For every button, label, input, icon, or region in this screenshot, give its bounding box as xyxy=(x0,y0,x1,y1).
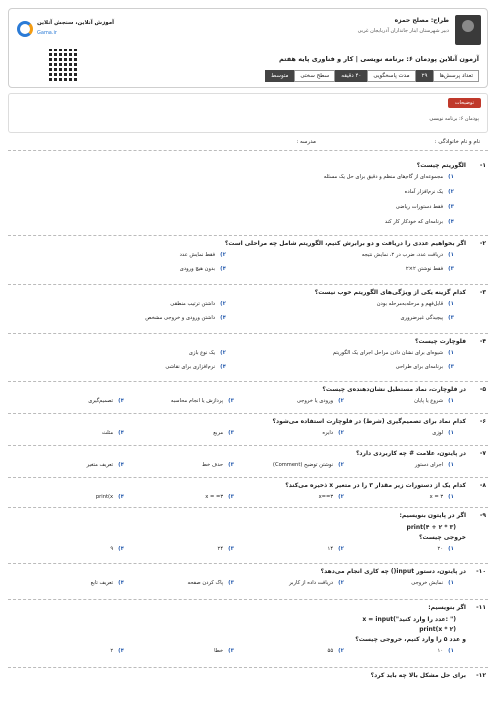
option-number: ۴) xyxy=(118,580,124,586)
option-text: تصمیم‌گیری xyxy=(88,398,114,404)
answer-option[interactable] xyxy=(328,648,344,654)
answer-option[interactable] xyxy=(165,364,226,370)
question-text: اگر در پایتون بنویسیم: xyxy=(399,512,466,519)
designer-school: دبیر شهرستان اینار جانداران آذربایجان غربی xyxy=(357,28,449,34)
option-text: پاک کردن صفحه xyxy=(187,580,224,586)
answer-option[interactable] xyxy=(333,350,454,356)
answer-option[interactable] xyxy=(377,301,454,307)
option-text: ۵۵ xyxy=(327,648,334,654)
answer-option[interactable] xyxy=(180,252,226,258)
meta-label: سطح سختی xyxy=(294,70,335,82)
option-text: داشتن ترتیب منطقی xyxy=(170,301,216,307)
answer-option[interactable] xyxy=(102,430,124,436)
answer-option[interactable] xyxy=(170,301,226,307)
divider xyxy=(8,445,488,446)
option-number: ۲) xyxy=(338,430,344,436)
option-text: شیوه‌ای برای نشان دادن مراحل اجرای یک الگوریتم xyxy=(332,350,444,356)
option-text: ورودی یا خروجی xyxy=(296,398,334,404)
option-text: ۱۴ xyxy=(327,546,334,552)
meta-label: مدت پاسخگویی xyxy=(367,70,415,82)
question-number: ۱۲- xyxy=(476,672,486,679)
option-text: شروع یا پایان xyxy=(414,398,444,404)
answer-option[interactable] xyxy=(414,398,454,404)
answer-option[interactable] xyxy=(202,462,234,468)
option-number: ۳) xyxy=(448,204,454,210)
option-number: ۲) xyxy=(220,301,226,307)
answer-option[interactable] xyxy=(415,462,454,468)
option-number: ۱) xyxy=(448,430,454,436)
question-text: برای حل مشکل بالا چه باید کرد؟ xyxy=(370,672,466,679)
meta-value: ۴۰ دقیقه xyxy=(335,70,367,82)
option-number: ۴) xyxy=(448,219,454,225)
question-number: ۱۰- xyxy=(476,568,486,575)
question-text: در فلوچارت، نماد مستطیل نشان‌دهنده‌ی چیست؟ xyxy=(322,386,466,393)
question-number: ۳- xyxy=(479,289,486,296)
option-text: دایره xyxy=(322,430,334,436)
option-text: x = =۳ xyxy=(205,494,224,500)
question-text: اگر بخواهیم عددی را دریافت و دو برابرش کنیم، الگوریتم شامل چه مراحلی است؟ xyxy=(224,240,466,247)
option-number: ۲) xyxy=(220,252,226,258)
question-number: ۶- xyxy=(479,418,486,425)
option-text: نوشتن توضیح (Comment) xyxy=(272,462,334,468)
question-followup: و عدد ۵ را وارد کنیم، خروجی چیست؟ xyxy=(355,636,466,643)
code-line: x = input("عدد را وارد کنید: ") xyxy=(362,616,456,623)
question-number: ۷- xyxy=(479,450,486,457)
question-text: در پایتون، علامت # چه کاربردی دارد؟ xyxy=(355,450,466,457)
answer-option[interactable] xyxy=(396,364,454,370)
logo-tagline: آموزش آنلاین، سنجش آنلاین xyxy=(37,20,115,26)
question-text: اگر بنویسیم: xyxy=(428,604,466,611)
question-number: ۹- xyxy=(479,512,486,519)
answer-option[interactable] xyxy=(87,462,124,468)
section-badge: توضیحات xyxy=(448,98,481,108)
option-number: ۱) xyxy=(448,252,454,258)
answer-option[interactable] xyxy=(405,189,454,195)
answer-option[interactable] xyxy=(432,430,454,436)
answer-option[interactable] xyxy=(205,494,234,500)
option-number: ۳) xyxy=(448,364,454,370)
code-line: print(۴ + ۲ * ۳) xyxy=(406,524,456,531)
answer-option[interactable] xyxy=(406,266,454,272)
divider xyxy=(8,599,488,600)
answer-option[interactable] xyxy=(430,494,454,500)
option-number: ۲) xyxy=(448,189,454,195)
section-subtitle: پودمان ۶: برنامه نویسی xyxy=(429,116,479,122)
option-number: ۴) xyxy=(118,494,124,500)
option-text: دریافت داده از کاربر xyxy=(289,580,334,586)
option-number: ۳) xyxy=(228,546,234,552)
school-field[interactable]: مدرسه : xyxy=(296,139,316,145)
answer-option[interactable] xyxy=(411,580,454,586)
option-number: ۴) xyxy=(118,398,124,404)
answer-option[interactable] xyxy=(180,266,226,272)
option-number: ۱) xyxy=(448,462,454,468)
divider xyxy=(8,413,488,414)
name-field[interactable]: نام و نام خانوادگی : xyxy=(434,139,480,145)
divider xyxy=(8,477,488,478)
option-number: ۳) xyxy=(228,430,234,436)
divider xyxy=(8,333,488,334)
option-number: ۴) xyxy=(118,546,124,552)
answer-option[interactable] xyxy=(438,648,454,654)
option-number: ۴) xyxy=(118,430,124,436)
option-text: قابل‌فهم و مرحله‌به‌مرحله بودن xyxy=(376,301,444,307)
answer-option[interactable] xyxy=(396,204,454,210)
meta-label: تعداد پرسش‌ها xyxy=(433,70,479,82)
option-number: ۳) xyxy=(228,580,234,586)
answer-option[interactable] xyxy=(328,546,344,552)
question-number: ۸- xyxy=(479,482,486,489)
option-text: تعریف تابع xyxy=(90,580,114,586)
divider xyxy=(8,150,488,151)
option-text: ۲۰ xyxy=(437,546,444,552)
option-number: ۲) xyxy=(338,462,344,468)
option-number: ۱) xyxy=(448,398,454,404)
question-text: کدام گزینه یکی از ویژگی‌های الگوریتم خوب نیست؟ xyxy=(314,289,466,296)
divider xyxy=(8,381,488,382)
option-text: نرم‌افزاری برای نقاشی xyxy=(165,364,216,370)
answer-option[interactable] xyxy=(214,648,234,654)
answer-option[interactable] xyxy=(438,546,454,552)
divider xyxy=(8,507,488,508)
option-text: ۱۰ xyxy=(437,648,444,654)
option-number: ۲) xyxy=(338,580,344,586)
option-text: دریافت عدد، ضرب در ۲، نمایش نتیجه xyxy=(361,252,444,258)
option-text: x==۳ xyxy=(318,494,334,500)
option-text: ۲۴ xyxy=(217,546,224,552)
answer-option[interactable] xyxy=(91,580,124,586)
answer-option[interactable] xyxy=(145,315,226,321)
option-number: ۲) xyxy=(338,648,344,654)
designer-name: طراح: مصلح حمزه xyxy=(394,17,449,24)
exam-meta xyxy=(265,70,479,82)
divider xyxy=(8,563,488,564)
option-text: یک نوع بازی xyxy=(188,350,216,356)
divider xyxy=(8,667,488,668)
answer-option[interactable] xyxy=(213,430,234,436)
option-number: ۳) xyxy=(448,315,454,321)
answer-option[interactable] xyxy=(289,580,344,586)
logo-domain: Gama.ir xyxy=(37,30,57,36)
option-text: پردازش یا انجام محاسبه xyxy=(170,398,224,404)
option-number: ۴) xyxy=(220,266,226,272)
answer-option[interactable] xyxy=(171,398,234,404)
answer-option[interactable] xyxy=(385,219,454,225)
question-number: ۴- xyxy=(479,338,486,345)
option-text: ۹ xyxy=(110,546,114,552)
option-text: یک نرم‌افزار آماده xyxy=(404,189,444,195)
meta-value: متوسط xyxy=(265,70,294,82)
site-logo[interactable] xyxy=(17,19,115,47)
question-number: ۱- xyxy=(479,162,486,169)
option-number: ۲) xyxy=(338,398,344,404)
option-text: مجموعه‌ای از گام‌های منظم و دقیق برای حل یک مسئله xyxy=(323,174,444,180)
option-number: ۳) xyxy=(228,398,234,404)
option-number: ۲) xyxy=(338,546,344,552)
answer-option[interactable] xyxy=(401,315,454,321)
answer-option[interactable] xyxy=(324,174,454,180)
option-number: ۳) xyxy=(448,266,454,272)
question-text: کدام یک از دستورات زیر مقدار ۳ را در متغیر x ذخیره می‌کند؟ xyxy=(285,482,466,489)
qr-code-icon xyxy=(49,49,79,81)
option-text: بدون هیچ ورودی xyxy=(179,266,216,272)
option-text: نمایش خروجی xyxy=(411,580,444,586)
option-text: ۲ xyxy=(110,648,114,654)
option-number: ۱) xyxy=(448,494,454,500)
option-text: داشتن ورودی و خروجی مشخص xyxy=(145,315,216,321)
option-number: ۳) xyxy=(228,462,234,468)
option-text: حذف خط xyxy=(202,462,224,468)
question-text: الگوریتم چیست؟ xyxy=(416,162,466,169)
option-text: فقط دستورات ریاضی xyxy=(395,204,444,210)
option-number: ۱) xyxy=(448,580,454,586)
designer-avatar xyxy=(455,15,481,45)
question-number: ۲- xyxy=(479,240,486,247)
option-number: ۲) xyxy=(220,350,226,356)
answer-option[interactable] xyxy=(96,494,124,500)
question-number: ۱۱- xyxy=(476,604,486,611)
divider xyxy=(8,235,488,236)
option-number: ۴) xyxy=(118,648,124,654)
option-text: print(x xyxy=(95,494,114,500)
answer-option[interactable] xyxy=(319,494,344,500)
meta-value: ۲۹ xyxy=(416,70,434,82)
exam-title: آزمون آنلاین پودمان ۶: برنامه نویسی | کار و فناوری پایه هفتم xyxy=(279,55,479,63)
answer-option[interactable] xyxy=(188,580,234,586)
code-line: print(x * ۲) xyxy=(419,626,456,633)
option-text: برنامه‌ای برای طراحی xyxy=(395,364,444,370)
option-text: تعریف متغیر xyxy=(86,462,114,468)
answer-option[interactable] xyxy=(110,648,124,654)
option-text: مثلث xyxy=(101,430,114,436)
answer-option[interactable] xyxy=(362,252,454,258)
option-number: ۱) xyxy=(448,648,454,654)
option-number: ۴) xyxy=(220,364,226,370)
question-text: کدام نماد برای تصمیم‌گیری (شرط) در فلوچارت استفاده می‌شود؟ xyxy=(272,418,466,425)
answer-option[interactable] xyxy=(88,398,124,404)
option-text: فقط نوشتن ۲×۲ xyxy=(405,266,444,272)
answer-option[interactable] xyxy=(189,350,226,356)
option-number: ۱) xyxy=(448,174,454,180)
answer-option[interactable] xyxy=(218,546,234,552)
option-text: مربع xyxy=(213,430,224,436)
question-followup: خروجی چیست؟ xyxy=(419,534,466,541)
description-section xyxy=(8,93,488,133)
option-text: لوزی xyxy=(432,430,444,436)
divider xyxy=(8,284,488,285)
answer-option[interactable] xyxy=(297,398,344,404)
g-logo-icon xyxy=(17,21,33,37)
option-text: فقط نمایش عدد xyxy=(179,252,216,258)
option-number: ۱) xyxy=(448,546,454,552)
option-text: پیچیدگی غیرضروری xyxy=(400,315,444,321)
option-text: x = ۳ xyxy=(429,494,444,500)
option-number: ۱) xyxy=(448,301,454,307)
option-number: ۳) xyxy=(228,648,234,654)
option-number: ۴) xyxy=(118,462,124,468)
option-number: ۴) xyxy=(220,315,226,321)
option-text: خطا xyxy=(214,648,224,654)
option-text: اجرای دستور xyxy=(415,462,444,468)
option-number: ۱) xyxy=(448,350,454,356)
question-text: فلوچارت چیست؟ xyxy=(415,338,466,345)
question-number: ۵- xyxy=(479,386,486,393)
answer-option[interactable] xyxy=(110,546,124,552)
option-text: برنامه‌ای که خودکار کار کند xyxy=(384,219,444,225)
answer-option[interactable] xyxy=(273,462,344,468)
question-text: در پایتون، دستور input() چه کاری انجام می‌دهد؟ xyxy=(320,568,466,575)
option-number: ۳) xyxy=(228,494,234,500)
option-number: ۲) xyxy=(338,494,344,500)
exam-header xyxy=(8,8,488,88)
answer-option[interactable] xyxy=(322,430,344,436)
